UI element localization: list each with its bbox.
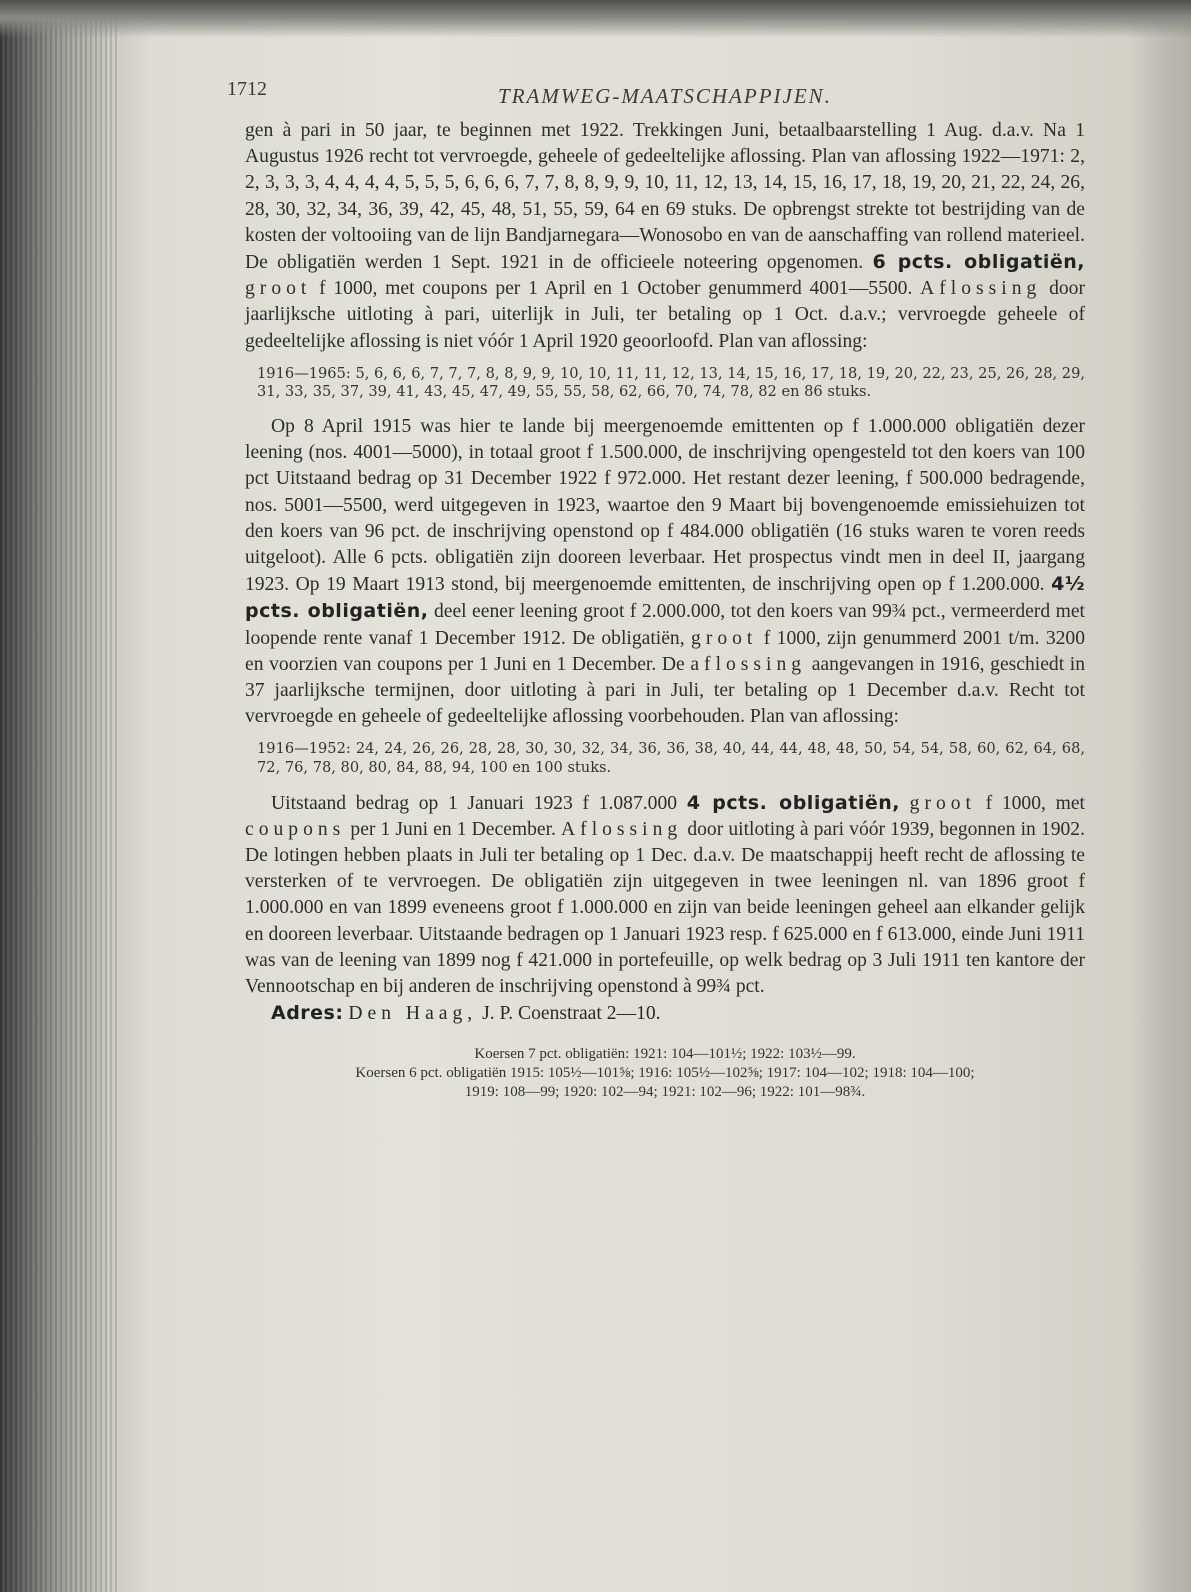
para3-text-d: door uitloting à pari vóór 1939, begonnen in 1902. De lotingen hebben plaats in Juli ter betaling op 1 Dec. d.a.v. De maatschappij heeft recht de aflossing te versterken of te vervroegen. De obligatiën zijn uitgegeven in twee leeningen nl. van 1896 groot f 1.000.000 en van 1899 eveneens groot f 1.000.000 en zijn van beide leeningen geheel aan elkander gelijk en dooreen leverbaar. Uitstaande bedragen op 1 Januari 1923 resp. f 625.000 en f 613.000, einde Juni 1911 was van de leening van 1899 nog f 421.000 in portefeuille, op welk bedrag op 3 Juli 1911 ten kantore der Vennootschap en bij anderen de inschrijving openstond à 99¾ pct. — [245, 818, 1085, 998]
address-city: Den Haag, — [348, 1003, 478, 1025]
quotation-line-3: 1919: 108—99; 1920: 102—94; 1921: 102—96; 1922: 101—98¾. — [464, 1084, 866, 1101]
top-shadow — [0, 0, 1191, 38]
paragraph-loan-history — [245, 414, 1085, 730]
address-line — [245, 1000, 1085, 1027]
para3-spaced-coupons: coupons — [245, 818, 346, 840]
para3-spaced-groot: groot — [909, 792, 976, 814]
para2-text-b: deel eener leening groot f 2.000.000, tot den koers van 99¾ pct., vermeerderd met loopende rente vanaf 1 December 1912. De obligatiën, — [245, 601, 1085, 649]
address-label: Adres: — [271, 1002, 344, 1025]
para2-spaced-groot: groot — [691, 627, 758, 649]
para3-text-b: f 1000, met — [985, 792, 1085, 814]
paragraph-loan-7pct — [245, 118, 1085, 355]
para1-spaced-aflossing: Aflossing — [920, 278, 1042, 300]
para1-bold-heading: 6 pcts. obligatiën, — [872, 251, 1086, 274]
para1-text-a: gen à pari in 50 jaar, te beginnen met 1922. Trekkingen Juni, betaalbaarstelling 1 Aug. d.a.v. Na 1 Augustus 1926 recht tot vervroegde, geheele of gedeeltelijke aflossing. Plan van aflossing 1922—1971: 2, 2, 3, 3, 3, 4, 4, 4, 4, 5, 5, 5, 6, 6, 6, 7, 7, 8, 8, 9, 9, 10, 11, 12, 13, 14, 15, 16, 17, 18, 19, 20, 21, 22, 24, 26, 28, 30, 32, 34, 36, 39, 42, 45, 48, 51, 55, 59, 64 en 69 stuks. De opbrengst strekte tot bestrijding van de kosten der voltooiing van de lijn Bandjarnegara—Wonosobo en van de aanschaffing van rollend materieel. De obligatiën werden 1 Sept. 1921 in de officieele noteering opgenomen. — [245, 120, 1085, 274]
para2-text-a: Op 8 April 1915 was hier te lande bij meergenoemde emittenten op f 1.000.000 obligatiën dezer leening (nos. 4001—5000), in totaal groot f 1.500.000, de inschrijving opengesteld tot den koers van 100 pct Uitstaand bedrag op 31 December 1922 f 972.000. Het restant dezer leening, f 500.000 bedragende, nos. 5001—5500, werd uitgegeven in 1923, waartoe den 9 Maart bij bovengenoemde emissiehuizen tot den koers van 96 pct. de inschrijving openstond op f 484.000 obligatiën (16 stuks waren te voren reeds uitgeloot). Alle 6 pcts. obligatiën zijn dooreen leverbaar. Het prospectus vindt men in deel II, jaargang 1923. Op 19 Maart 1913 stond, bij meergenoemde emittenten, de inschrijving open op f 1.200.000. — [245, 416, 1085, 596]
document-page — [227, 78, 1086, 1102]
para2-spaced-aflossing: aflossing — [690, 653, 807, 675]
quotation-line-1: Koersen 7 pct. obligatiën: 1921: 104—101½; 1922: 103½—99. — [474, 1046, 856, 1063]
price-quotations — [245, 1045, 1085, 1102]
para1-text-c: door jaarlijksche uitloting à pari, uiterlijk in Juli, ter betaling op 1 Oct. d.a.v.; vervroegde geheele of gedeeltelijke aflossing is niet vóór 1 April 1920 geoorloofd. Plan van aflossing: — [245, 278, 1085, 352]
address-street: J. P. Coenstraat 2—10. — [482, 1003, 661, 1025]
para3-text-a: Uitstaand bedrag op 1 Januari 1923 f 1.087.000 — [271, 792, 678, 814]
para1-spaced-groot: groot — [245, 278, 312, 300]
book-spine — [0, 0, 120, 1592]
para2-bold-heading: 4½ pcts. obligatiën, — [245, 573, 1085, 623]
para2-text-c: f 1000, zijn genummerd 2001 t/m. 3200 en voorzien van coupons per 1 Juni en 1 December. De — [245, 627, 1086, 675]
redemption-schedule-4half-pct: 1916—1952: 24, 24, 26, 26, 28, 28, 30, 30, 32, 34, 36, 36, 38, 40, 44, 44, 48, 48, 50, 54, 54, 58, 60, 62, 64, 68, 72, 76, 78, 80, 80, 84, 88, 94, 100 en 100 stuks. — [257, 740, 1085, 777]
para1-text-b: f 1000, met coupons per 1 April en 1 October genummerd 4001—5500. — [319, 278, 913, 300]
page-header — [227, 78, 1085, 118]
para3-text-c: per 1 Juni en 1 December. — [350, 818, 556, 840]
para3-bold-heading: 4 pcts. obligatiën, — [686, 791, 900, 814]
running-title: TRAMWEG-MAATSCHAPPIJEN. — [498, 84, 832, 108]
para3-spaced-aflossing: Aflossing — [561, 818, 683, 840]
quotation-line-2: Koersen 6 pct. obligatiën 1915: 105½—101⅝; 1916: 105½—102⅝; 1917: 104—102; 1918: 104—100; — [355, 1065, 975, 1082]
page-number: 1712 — [227, 78, 267, 100]
redemption-schedule-6pct: 1916—1965: 5, 6, 6, 6, 7, 7, 7, 8, 8, 9, 9, 10, 10, 11, 11, 12, 13, 14, 15, 16, 17, 18, 19, 20, 22, 23, 25, 26, 28, 29, 31, 33, 35, 37, 39, 41, 43, 45, 47, 49, 55, 55, 58, 62, 66, 70, 74, 78, 82 en 86 stuks. — [257, 364, 1085, 401]
para2-text-d: aangevangen in 1916, geschiedt in 37 jaarlijksche termijnen, door uitloting à pari in Juli, ter betaling op 1 December d.a.v. Recht tot vervroegde en geheele of gedeeltelijke aflossing voorbehouden. Plan van aflossing: — [245, 653, 1086, 728]
paragraph-loan-4pct — [245, 790, 1085, 1001]
